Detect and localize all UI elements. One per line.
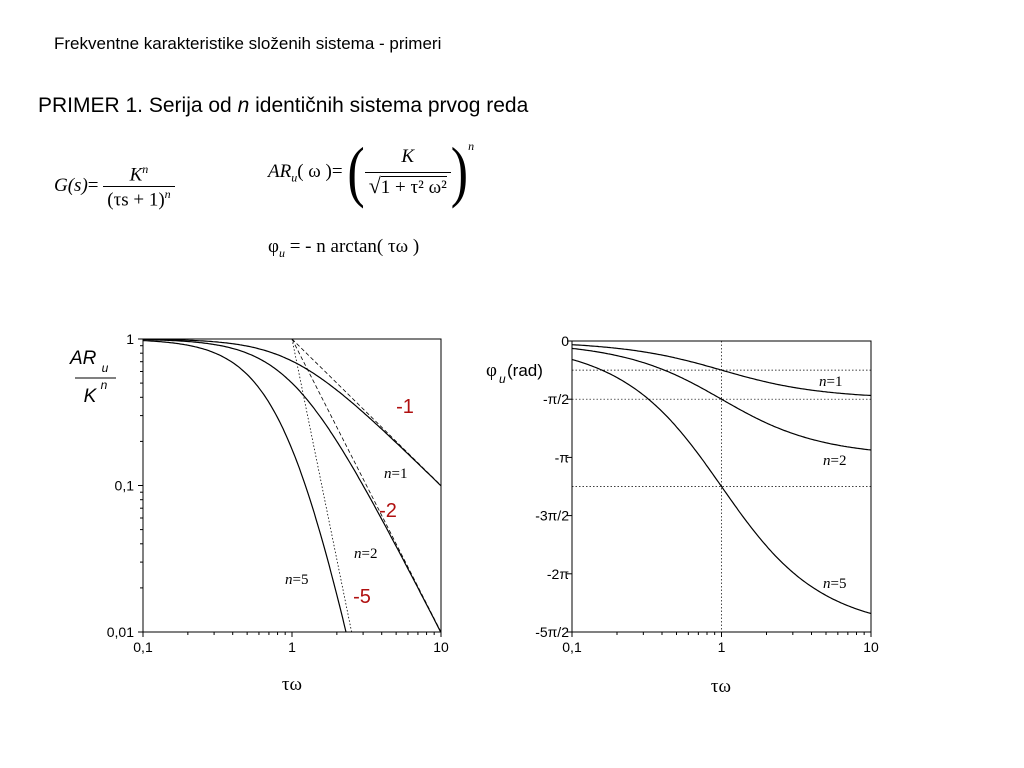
heading-prefix: PRIMER 1. Serija od xyxy=(38,94,238,117)
phase-series-label: n=2 xyxy=(823,453,847,469)
phase-x-tick-label: 1 xyxy=(717,639,726,655)
amp-y-tick-label: 1 xyxy=(126,331,134,347)
amp-x-tick-label: 10 xyxy=(433,639,449,655)
ar-arg: ( ω ) xyxy=(297,160,332,182)
phase-series-label: n=1 xyxy=(819,374,843,390)
g-equals: = xyxy=(87,175,99,197)
phase-y-label-symbol: φ xyxy=(486,360,497,381)
phase-y-tick-label: -5π/2 xyxy=(535,624,569,640)
heading-n: n xyxy=(237,94,250,117)
amplitude-chart xyxy=(69,331,449,768)
amp-y-label-num: AR xyxy=(70,348,97,369)
phase-y-tick-label: -π xyxy=(554,449,569,466)
phi-rhs: = - n arctan( τω ) xyxy=(289,236,420,257)
ar-lhs: AR xyxy=(268,160,292,182)
amp-curve-n2 xyxy=(143,340,441,633)
ar-denominator: √1 + τ² ω² xyxy=(365,172,451,199)
amplitude-ratio-formula: $AR_u$( ω )= ( $\frac{K}{\text{√1 + τ² ω²}}$ )$^n$ xyxy=(268,134,475,209)
phase-chart xyxy=(486,333,879,697)
amp-y-label-den-sup: n xyxy=(100,378,108,392)
g-denominator: $(\tau s + 1)^n$ xyxy=(103,186,174,211)
amp-slope-label: -2 xyxy=(379,500,397,522)
amp-y-label-num-sub: u xyxy=(101,361,109,375)
g-lhs: G(s) xyxy=(54,175,88,197)
amp-x-label: τω xyxy=(281,674,303,695)
amp-asymptote-slope1 xyxy=(292,339,441,486)
phase-y-label-sub: u xyxy=(499,372,506,386)
amp-slope-label: -1 xyxy=(396,396,414,418)
phase-y-label-unit: (rad) xyxy=(507,361,543,380)
phase-formula: $\varphi_u$ = - n arctan( τω ) xyxy=(268,236,420,260)
amp-series-label: n=2 xyxy=(354,546,378,562)
phase-y-tick-label: -3π/2 xyxy=(535,507,569,524)
g-numerator: $K^n$ xyxy=(129,162,149,186)
amp-y-tick-label: 0,1 xyxy=(114,477,134,494)
phase-series-label: n=5 xyxy=(823,576,847,592)
phase-y-tick-label: -π/2 xyxy=(543,391,569,408)
ar-exponent: n xyxy=(468,138,475,153)
ar-numerator: K xyxy=(401,146,415,167)
phase-x-tick-label: 10 xyxy=(863,639,879,655)
amp-slope-label: -5 xyxy=(353,586,371,608)
slide-title: Frekventne karakteristike složenih sistema - primeri xyxy=(54,34,442,53)
phi-symbol: φ xyxy=(268,236,279,257)
amp-series-label: n=5 xyxy=(285,572,309,588)
amp-x-tick-label: 1 xyxy=(288,639,296,655)
phase-x-tick-label: 0,1 xyxy=(562,639,582,655)
phase-y-tick-label: -2π xyxy=(546,565,569,582)
phase-curve-n2 xyxy=(572,348,871,450)
ar-equals: = xyxy=(331,160,343,182)
amp-series-label: n=1 xyxy=(384,466,408,482)
phase-x-label: τω xyxy=(710,676,732,697)
heading-suffix: identičnih sistema prvog reda xyxy=(249,94,529,117)
amp-x-tick-label: 0,1 xyxy=(133,639,153,655)
amp-y-label-den: K xyxy=(83,386,97,407)
amp-y-tick-label: 0,01 xyxy=(106,624,134,640)
phase-y-tick-label: 0 xyxy=(561,333,569,349)
